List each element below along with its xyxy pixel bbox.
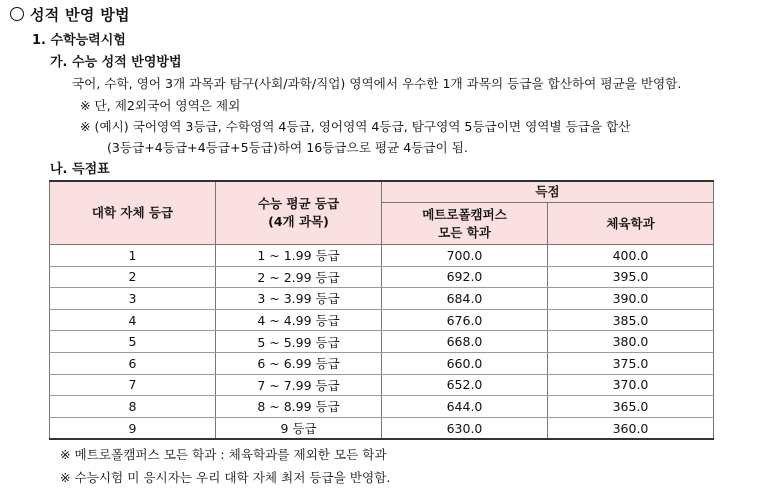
cell-suneung-range: 2 ~ 2.99 등급 (216, 266, 382, 288)
table-row (50, 309, 714, 331)
table-row (50, 374, 714, 396)
table-row (50, 331, 714, 353)
cell-univ-grade: 7 (50, 374, 216, 396)
subsection-heading-suneung: 1. 수학능력시험 (32, 33, 126, 48)
score-table (49, 180, 714, 440)
cell-univ-grade: 9 (50, 417, 216, 439)
method-description: 국어, 수학, 영어 3개 과목과 탐구(사회/과학/직업) 영역에서 우수한 1개 과목의 등급을 합산하여 평균을 반영함. (72, 76, 682, 91)
col-header-univ-grade: 대학 자체 등급 (50, 181, 216, 245)
cell-suneung-range: 6 ~ 6.99 등급 (216, 352, 382, 374)
cell-suneung-range: 8 ~ 8.99 등급 (216, 396, 382, 418)
cell-metro-score: 652.0 (382, 374, 548, 396)
footnote-metro: ※ 메트로폴캠퍼스 모든 학과 : 체육학과를 제외한 모든 학과 (60, 447, 387, 462)
cell-suneung-range: 7 ~ 7.99 등급 (216, 374, 382, 396)
cell-pe-score: 385.0 (548, 309, 714, 331)
col-header-score: 득점 (382, 181, 714, 203)
cell-suneung-range: 3 ~ 3.99 등급 (216, 288, 382, 310)
cell-metro-score: 692.0 (382, 266, 548, 288)
cell-univ-grade: 2 (50, 266, 216, 288)
cell-pe-score: 390.0 (548, 288, 714, 310)
col-header-metro: 메트로폴캠퍼스 모든 학과 (382, 203, 548, 245)
cell-suneung-range: 1 ~ 1.99 등급 (216, 245, 382, 267)
col-header-pe: 체육학과 (548, 203, 714, 245)
cell-suneung-range: 9 등급 (216, 417, 382, 439)
table-row (50, 288, 714, 310)
cell-univ-grade: 1 (50, 245, 216, 267)
cell-suneung-range: 5 ~ 5.99 등급 (216, 331, 382, 353)
cell-univ-grade: 3 (50, 288, 216, 310)
cell-metro-score: 660.0 (382, 352, 548, 374)
cell-metro-score: 668.0 (382, 331, 548, 353)
table-row (50, 396, 714, 418)
cell-univ-grade: 4 (50, 309, 216, 331)
cell-pe-score: 365.0 (548, 396, 714, 418)
subheading-score-method: 가. 수능 성적 반영방법 (50, 55, 182, 70)
cell-univ-grade: 5 (50, 331, 216, 353)
subheading-score-table: 나. 득점표 (50, 162, 110, 177)
cell-pe-score: 370.0 (548, 374, 714, 396)
cell-univ-grade: 6 (50, 352, 216, 374)
table-row (50, 266, 714, 288)
table-row (50, 352, 714, 374)
cell-metro-score: 630.0 (382, 417, 548, 439)
section-title: 성적 반영 방법 (30, 6, 130, 24)
cell-univ-grade: 8 (50, 396, 216, 418)
cell-suneung-range: 4 ~ 4.99 등급 (216, 309, 382, 331)
note-example: ※ (예시) 국어영역 3등급, 수학영역 4등급, 영어영역 4등급, 탐구영역 5등급이면 영역별 등급을 합산 (80, 119, 631, 134)
cell-metro-score: 684.0 (382, 288, 548, 310)
cell-metro-score: 676.0 (382, 309, 548, 331)
note-example-cont: (3등급+4등급+4등급+5등급)하여 16등급으로 평균 4등급이 됨. (107, 140, 468, 155)
cell-metro-score: 700.0 (382, 245, 548, 267)
cell-pe-score: 395.0 (548, 266, 714, 288)
cell-pe-score: 380.0 (548, 331, 714, 353)
col-header-suneung-grade: 수능 평균 등급 (4개 과목) (216, 181, 382, 245)
footnote-absent: ※ 수능시험 미 응시자는 우리 대학 자체 최저 등급을 반영함. (60, 470, 391, 485)
section-heading (10, 4, 130, 25)
note-exclusion: ※ 단, 제2외국어 영역은 제외 (80, 98, 241, 113)
cell-pe-score: 375.0 (548, 352, 714, 374)
table-row (50, 417, 714, 439)
cell-pe-score: 400.0 (548, 245, 714, 267)
circle-bullet-icon (10, 7, 24, 21)
table-row (50, 245, 714, 267)
cell-pe-score: 360.0 (548, 417, 714, 439)
cell-metro-score: 644.0 (382, 396, 548, 418)
